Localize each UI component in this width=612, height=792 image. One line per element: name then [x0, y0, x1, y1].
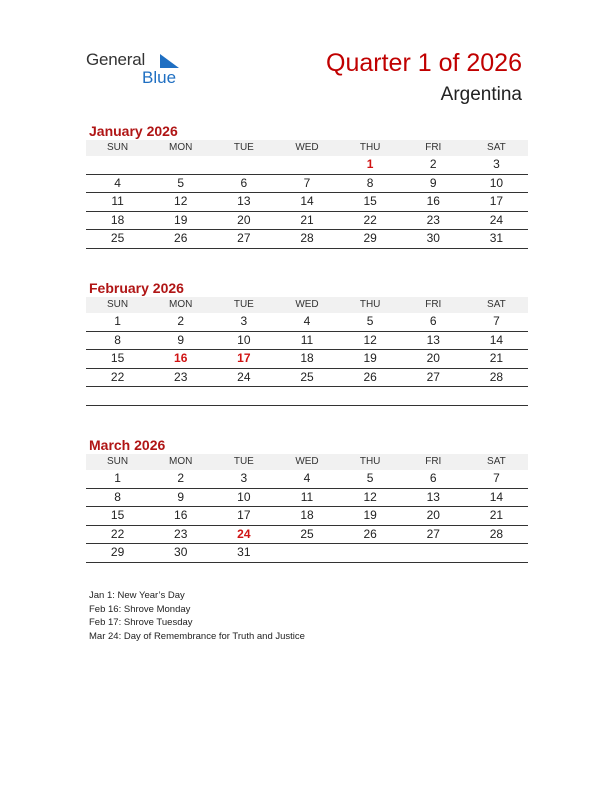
- holiday-note: Mar 24: Day of Remembrance for Truth and Justice: [89, 630, 305, 642]
- month-title: March 2026: [89, 437, 166, 453]
- day-cell: 15: [363, 194, 377, 208]
- day-cell: 22: [110, 526, 125, 541]
- week-row: [86, 489, 528, 508]
- day-cell: [465, 544, 528, 562]
- day-cell: 26: [363, 526, 377, 541]
- day-cell: 16: [174, 508, 188, 522]
- day-cell: 17: [489, 194, 504, 208]
- day-cell: [149, 156, 212, 174]
- generalblue-logo: [86, 50, 196, 90]
- day-cell: 21: [489, 508, 504, 522]
- holiday-note: Jan 1: New Year’s Day: [89, 590, 185, 601]
- day-cell: 20: [426, 351, 440, 365]
- day-cell: 19: [174, 212, 188, 227]
- day-cell: 26: [174, 231, 188, 245]
- calendar-grid: [86, 140, 528, 249]
- month-january: [86, 122, 528, 249]
- week-row: [86, 470, 528, 489]
- holiday-day-cell: 1: [366, 157, 374, 171]
- day-cell: 31: [489, 231, 504, 245]
- week-row: [86, 332, 528, 351]
- day-cell: 24: [489, 212, 504, 227]
- day-cell: 3: [240, 471, 248, 485]
- weekday-label: TUE: [233, 456, 254, 467]
- week-row: [86, 526, 528, 545]
- day-cell: 2: [429, 157, 437, 171]
- weekday-label: SAT: [487, 299, 506, 310]
- calendar-grid: [86, 297, 528, 406]
- day-cell: 26: [363, 369, 377, 384]
- day-cell: 10: [237, 489, 251, 504]
- week-row: [86, 230, 528, 249]
- weekday-header-row: [86, 454, 528, 470]
- weekday-label: SAT: [487, 456, 506, 467]
- day-cell: 18: [300, 351, 314, 365]
- day-cell: 30: [174, 545, 188, 559]
- day-cell: 11: [111, 194, 124, 208]
- month-title: January 2026: [89, 123, 178, 139]
- weekday-label: MON: [169, 142, 193, 153]
- week-row: [86, 193, 528, 212]
- weekday-header-row: [86, 140, 528, 156]
- holiday-note: Feb 17: Shrove Tuesday: [89, 617, 193, 629]
- day-cell: 13: [426, 332, 440, 347]
- weekday-label: THU: [359, 142, 381, 153]
- day-cell: 13: [426, 489, 440, 504]
- day-cell: 12: [174, 194, 188, 208]
- day-cell: 8: [114, 332, 121, 347]
- day-cell: 21: [300, 212, 314, 227]
- day-cell: 10: [489, 175, 504, 190]
- holiday-notes: [89, 589, 305, 643]
- day-cell: 16: [426, 194, 440, 208]
- day-cell: 3: [493, 157, 500, 171]
- day-cell: 11: [300, 332, 314, 347]
- weekday-label: SUN: [107, 299, 129, 310]
- day-cell: 23: [174, 526, 188, 541]
- day-cell: 17: [237, 508, 251, 522]
- day-cell: 7: [303, 175, 311, 190]
- day-cell: [212, 156, 275, 174]
- day-cell: [212, 387, 275, 405]
- week-row: [86, 212, 528, 231]
- month-february: [86, 279, 528, 406]
- day-cell: 9: [429, 175, 437, 190]
- day-cell: [339, 387, 402, 405]
- logo-flag-icon: [158, 53, 180, 69]
- day-cell: 2: [177, 471, 185, 485]
- week-row: [86, 350, 528, 369]
- day-cell: 4: [303, 471, 311, 485]
- day-cell: 28: [300, 231, 314, 245]
- week-row: [86, 313, 528, 332]
- day-cell: 18: [110, 212, 125, 227]
- day-cell: 14: [300, 194, 314, 208]
- day-cell: 8: [114, 489, 121, 504]
- day-cell: 4: [114, 175, 121, 190]
- holiday-day-cell: 16: [174, 351, 188, 365]
- calendar-grid: [86, 454, 528, 563]
- logo-text-general: General: [86, 50, 146, 69]
- day-cell: 29: [363, 231, 377, 245]
- day-cell: 23: [426, 212, 440, 227]
- day-cell: 22: [363, 212, 377, 227]
- day-cell: [465, 387, 528, 405]
- day-cell: [402, 544, 465, 562]
- day-cell: 29: [110, 545, 125, 559]
- day-cell: 19: [363, 508, 377, 522]
- day-cell: 10: [237, 332, 251, 347]
- day-cell: 23: [174, 369, 188, 384]
- day-cell: 9: [177, 332, 185, 347]
- day-cell: [86, 387, 149, 405]
- day-cell: 4: [303, 314, 311, 328]
- week-row: [86, 369, 528, 388]
- day-cell: 15: [110, 508, 125, 522]
- day-cell: 25: [110, 231, 125, 245]
- day-cell: 25: [300, 369, 314, 384]
- day-cell: 18: [300, 508, 314, 522]
- day-cell: 15: [110, 351, 125, 365]
- day-cell: 21: [489, 351, 504, 365]
- day-cell: 1: [114, 471, 121, 485]
- weekday-label: WED: [295, 299, 319, 310]
- day-cell: 5: [366, 314, 374, 328]
- page-title: Quarter 1 of 2026: [326, 49, 522, 77]
- day-cell: 12: [363, 332, 377, 347]
- weekday-label: THU: [359, 456, 381, 467]
- holiday-day-cell: 24: [237, 526, 251, 541]
- day-cell: 8: [366, 175, 374, 190]
- day-cell: [339, 544, 402, 562]
- weekday-label: WED: [295, 142, 319, 153]
- weekday-label: WED: [295, 456, 319, 467]
- day-cell: 22: [110, 369, 125, 384]
- day-cell: 2: [177, 314, 185, 328]
- day-cell: 1: [114, 314, 121, 328]
- weekday-label: FRI: [425, 299, 442, 310]
- day-cell: 14: [489, 489, 504, 504]
- day-cell: 6: [429, 471, 437, 485]
- weekday-label: TUE: [233, 142, 254, 153]
- day-cell: 20: [426, 508, 440, 522]
- weekday-label: THU: [359, 299, 381, 310]
- day-cell: 7: [493, 471, 500, 485]
- logo-text-blue: Blue: [142, 68, 177, 87]
- week-row: [86, 507, 528, 526]
- country-name: Argentina: [440, 84, 522, 105]
- day-cell: 12: [363, 489, 377, 504]
- day-cell: 24: [237, 369, 251, 384]
- weekday-label: MON: [169, 299, 193, 310]
- weekday-label: SUN: [107, 456, 129, 467]
- weekday-label: FRI: [425, 142, 442, 153]
- day-cell: 9: [177, 489, 185, 504]
- month-march: [86, 436, 528, 563]
- weekday-label: SAT: [487, 142, 506, 153]
- day-cell: [275, 387, 338, 405]
- day-cell: 20: [237, 212, 251, 227]
- day-cell: [149, 387, 212, 405]
- day-cell: 31: [237, 545, 251, 559]
- weekday-label: TUE: [233, 299, 254, 310]
- weekday-label: FRI: [425, 456, 442, 467]
- day-cell: 28: [489, 526, 504, 541]
- day-cell: [275, 544, 338, 562]
- weekday-header-row: [86, 297, 528, 313]
- day-cell: 14: [489, 332, 504, 347]
- weekday-label: MON: [169, 456, 193, 467]
- week-row: [86, 175, 528, 194]
- day-cell: 27: [237, 231, 251, 245]
- weekday-label: SUN: [107, 142, 129, 153]
- week-row: [86, 387, 528, 406]
- day-cell: 30: [426, 231, 440, 245]
- day-cell: [275, 156, 338, 174]
- day-cell: 27: [426, 526, 440, 541]
- week-row: [86, 544, 528, 563]
- day-cell: 3: [240, 314, 248, 328]
- day-cell: 5: [177, 175, 185, 190]
- day-cell: 11: [300, 489, 314, 504]
- month-title: February 2026: [89, 280, 184, 296]
- day-cell: 19: [363, 351, 377, 365]
- day-cell: [402, 387, 465, 405]
- day-cell: 28: [489, 369, 504, 384]
- day-cell: 13: [237, 194, 251, 208]
- day-cell: 5: [366, 471, 374, 485]
- day-cell: [86, 156, 149, 174]
- day-cell: 27: [426, 369, 440, 384]
- week-row: [86, 156, 528, 175]
- holiday-note: Feb 16: Shrove Monday: [89, 603, 191, 615]
- holiday-day-cell: 17: [237, 351, 251, 365]
- day-cell: 6: [429, 314, 437, 328]
- day-cell: 25: [300, 526, 314, 541]
- day-cell: 7: [493, 314, 500, 328]
- day-cell: 6: [240, 175, 248, 190]
